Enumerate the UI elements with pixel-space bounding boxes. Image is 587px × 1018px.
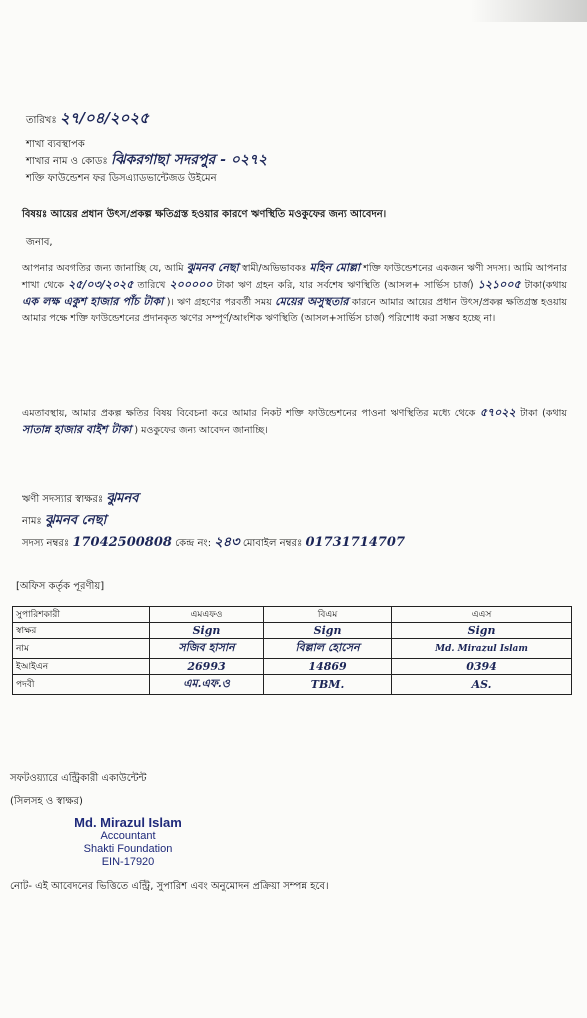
p2-text-b: টাকা (কথায় bbox=[520, 408, 567, 419]
manager-label: শাখা ব্যবস্থাপক bbox=[26, 139, 85, 150]
center-hw: ২৪৩ bbox=[214, 535, 240, 550]
member-no-hw: 17042500808 bbox=[72, 535, 172, 550]
branch-row bbox=[26, 154, 267, 168]
office-table bbox=[12, 606, 572, 695]
name-hw: ঝুমনব নেছা bbox=[44, 513, 107, 528]
office-heading: [অফিস কর্তৃক পূরণীয়] bbox=[16, 581, 105, 592]
p1-text-c: শক্তি ফাউন্ডেশনের একজন ঋণী সদস্য। আমি আপনার শাখা থেকে bbox=[22, 263, 567, 291]
mobile-label: মোবাইল নম্বরঃ bbox=[242, 538, 303, 549]
cell-name-bm: বিল্লাল হোসেন bbox=[264, 639, 392, 659]
paragraph-1 bbox=[22, 260, 567, 327]
signature-label: ঋণী সদস্যার স্বাক্ষরঃ bbox=[22, 494, 104, 505]
row-label: স্বাক্ষর bbox=[13, 623, 150, 639]
branch-label: শাখার নাম ও কোডঃ bbox=[26, 156, 108, 167]
stamp-org: Shakti Foundation bbox=[83, 843, 173, 855]
office-row-signature bbox=[13, 623, 572, 639]
guardian-name-hw: মহিন মোল্লা bbox=[309, 261, 361, 274]
stamp-ein: EIN-17920 bbox=[101, 856, 155, 868]
p1-text-g: )। ঋণ গ্রহণের পরবর্তী সময় bbox=[166, 297, 272, 308]
paper-shadow bbox=[470, 0, 587, 22]
paragraph-2 bbox=[22, 405, 567, 439]
cell-ein-mfo: 26993 bbox=[150, 659, 264, 675]
cell-name-mfo: সজিব হাসান bbox=[150, 639, 264, 659]
cell-name-as: Md. Mirazul Islam bbox=[392, 639, 572, 659]
accountant-stamp bbox=[58, 815, 198, 869]
outstanding-words-hw: এক লক্ষ একুশ হাজার পাঁচ টাকা bbox=[22, 295, 164, 308]
p1-text-b: স্বামী/অভিভাবকঃ bbox=[241, 263, 307, 274]
row-label: ইআইএন bbox=[13, 659, 150, 675]
name-label: নামঃ bbox=[22, 516, 42, 527]
member-info-row bbox=[22, 536, 405, 550]
outstanding-hw: ১২১০০৫ bbox=[477, 278, 521, 291]
stamp-title: Accountant bbox=[100, 830, 156, 842]
reason-hw: মেয়ের অসুস্থতার bbox=[275, 295, 349, 308]
office-row-designation bbox=[13, 675, 572, 695]
member-no-label: সদস্য নম্বরঃ bbox=[22, 538, 70, 549]
p1-text-e: টাকা ঋণ গ্রহন করি, যার সর্বশেষ ঋণস্থিতি (আসল+ সার্ভিস চার্জ) bbox=[216, 280, 474, 291]
signature-hw: ঝুমনব bbox=[106, 491, 139, 506]
salutation: জনাব, bbox=[26, 237, 53, 248]
cell-designation-mfo: এম.এফ.ও bbox=[150, 675, 264, 695]
col-as: এএস bbox=[392, 607, 572, 623]
cell-ein-as: 0394 bbox=[392, 659, 572, 675]
cell-signature-mfo: Sign bbox=[150, 623, 264, 639]
office-row-name bbox=[13, 639, 572, 659]
cell-designation-bm: TBM. bbox=[264, 675, 392, 695]
p2-text-a: এমতাবস্থায়, আমার প্রকল্প ক্ষতির বিষয় বিবেচনা করে আমার নিকট শক্তি ফাউন্ডেশনের পাওনা ঋণস্থিতির মধ্যে থেকে bbox=[22, 408, 476, 419]
cell-signature-as: Sign bbox=[392, 623, 572, 639]
signature-row bbox=[22, 492, 138, 506]
waiver-amount-hw: ৫৭০২২ bbox=[479, 406, 516, 419]
office-header-row bbox=[13, 607, 572, 623]
p2-text-c: ) মওকুফের জন্য আবেদন জানাচ্ছি। bbox=[134, 425, 268, 436]
org-line: শক্তি ফাউন্ডেশন ফর ডিসএ্যাডভান্টেজড উইমেন bbox=[26, 173, 217, 184]
date-label: তারিখঃ bbox=[26, 115, 57, 126]
p1-text-h: কারনে আমার আয়ের প্রধান উৎস/প্রকল্প ক্ষতিগ্রস্ত হওয়ায় আমার পক্ষে শক্তি ফাউন্ডেশনের প্রদানকৃত ঋণের সম্পূর্ণ/আংশিক ঋণস্থিতি (আসল+সার্ভিস চার্জ) পরিশোধ করা সম্ভব হচ্ছে না। bbox=[22, 297, 567, 324]
branch-value: ঝিকরগাছা সদরপুর - ০২৭২ bbox=[110, 152, 268, 168]
date-row bbox=[26, 109, 149, 127]
mobile-hw: 01731714707 bbox=[305, 535, 405, 550]
waiver-words-hw: সাতান্ন হাজার বাইশ টাকা bbox=[22, 423, 132, 436]
accountant-line: সফটওয়্যারে এন্ট্রিকারী একাউন্টেন্ট bbox=[10, 773, 147, 784]
cell-ein-bm: 14869 bbox=[264, 659, 392, 675]
office-row-ein bbox=[13, 659, 572, 675]
center-label: কেন্দ্র নং: bbox=[175, 538, 212, 549]
member-name-hw: ঝুমনব নেছা bbox=[186, 261, 239, 274]
cell-designation-as: AS. bbox=[392, 675, 572, 695]
col-mfo: এমএফও bbox=[150, 607, 264, 623]
col-bm: বিএম bbox=[264, 607, 392, 623]
loan-amount-hw: ২০০০০০ bbox=[169, 278, 213, 291]
cell-signature-bm: Sign bbox=[264, 623, 392, 639]
row-label: পদবী bbox=[13, 675, 150, 695]
p1-text-f: টাকা(কথায় bbox=[524, 280, 567, 291]
seal-line: (সিলসহ ও স্বাক্ষর) bbox=[10, 796, 83, 807]
name-row bbox=[22, 514, 106, 528]
note-line: নোট- এই আবেদনের ভিত্তিতে এন্ট্রি, সুপারিশ এবং অনুমোদন প্রক্রিয়া সম্পন্ন হবে। bbox=[10, 881, 329, 892]
stamp-name: Md. Mirazul Islam bbox=[74, 815, 182, 830]
col-recommender: সুপারিশকারী bbox=[13, 607, 150, 623]
row-label: নাম bbox=[13, 639, 150, 659]
date-value: ২৭/০৪/২০২৫ bbox=[59, 109, 149, 127]
p1-text-d: তারিখে bbox=[137, 280, 166, 291]
loan-date-hw: ২৫/০৩/২০২৫ bbox=[68, 278, 134, 291]
subject-line: বিষয়ঃ আয়ের প্রধান উৎস/প্রকল্প ক্ষতিগ্রস্ত হওয়ার কারণে ঋণস্থিতি মওকুফের জন্য আবেদন। bbox=[22, 209, 387, 220]
p1-text-a: আপনার অবগতির জন্য জানাচ্ছি যে, আমি bbox=[22, 263, 184, 274]
